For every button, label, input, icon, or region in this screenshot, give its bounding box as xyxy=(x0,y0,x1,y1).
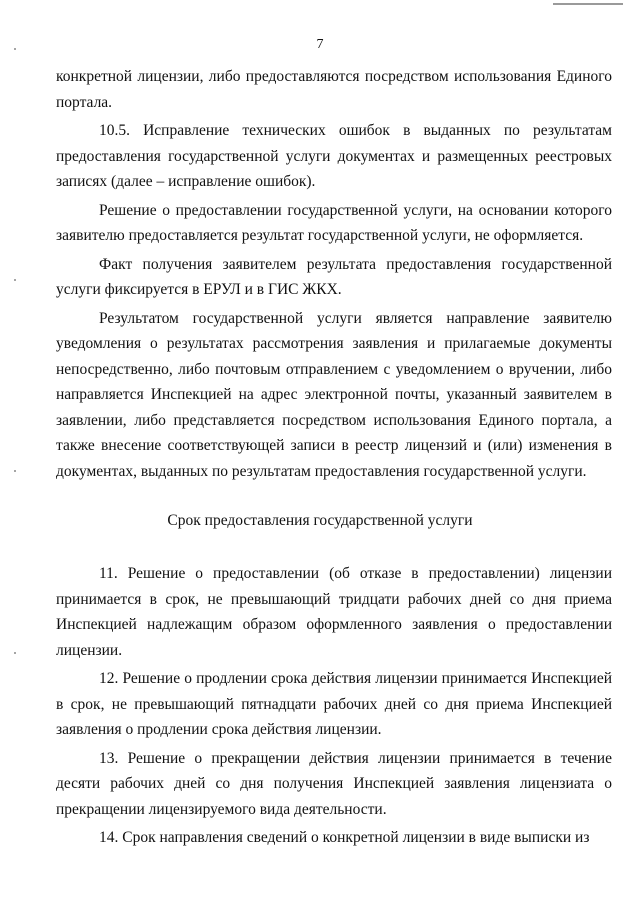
scan-dot xyxy=(14,652,16,654)
scan-dot xyxy=(14,279,16,281)
paragraph-10-5: 10.5. Исправление технических ошибок в выданных по результатам предоставления государственной услуги документах и размещенных реестровых записях (далее – исправление ошибок). xyxy=(56,122,612,190)
page-number: 7 xyxy=(316,37,324,52)
text-section-2 xyxy=(56,561,612,851)
paragraph-continuation: конкретной лицензии, либо предоставляются посредством использования Единого портала. xyxy=(56,68,612,111)
paragraph-result: Результатом государственной услуги является направление заявителю уведомления о результатах рассмотрения заявления и прилагаемые документы непосредственно, либо почтовым отправлением с уведомлением о вручении, либо направляется Инспекцией на адрес электронной почты, указанный заявителем в заявлении, либо представляется посредством использования Единого портала, а также внесение соответствующей записи в реестр лицензий и (или) изменения в документах, выданных по результатам предоставления государственной услуги. xyxy=(56,309,612,480)
paragraph-decision: Решение о предоставлении государственной услуги, на основании которого заявителю предоставляется результат государственной услуги, не оформляется. xyxy=(56,201,612,244)
paragraph-11: 11. Решение о предоставлении (об отказе в предоставлении) лицензии принимается в срок, не превышающий тридцати рабочих дней со дня приема Инспекцией надлежащим образом оформленного заявления о предоставлении лицензии. xyxy=(56,565,612,659)
scan-edge-mark xyxy=(553,3,623,5)
section-heading: Срок предоставления государственной услуги xyxy=(167,512,473,529)
paragraph-fact: Факт получения заявителем результата предоставления государственной услуги фиксируется в ЕРУЛ и в ГИС ЖКХ. xyxy=(56,255,612,298)
paragraph-12: 12. Решение о продлении срока действия лицензии принимается Инспекцией в срок, не превышающий пятнадцати рабочих дней со дня приема Инспекцией заявления о продлении срока действия лицензии. xyxy=(56,670,612,738)
scan-dot xyxy=(14,470,16,472)
paragraph-13: 13. Решение о прекращении действия лицензии принимается в течение десяти рабочих дней со дня получения Инспекцией заявления лицензиата о прекращении лицензируемого вида деятельности. xyxy=(56,749,612,818)
text-section-1 xyxy=(56,64,612,484)
paragraph-14: 14. Срок направления сведений о конкретной лицензии в виде выписки из xyxy=(99,829,590,846)
